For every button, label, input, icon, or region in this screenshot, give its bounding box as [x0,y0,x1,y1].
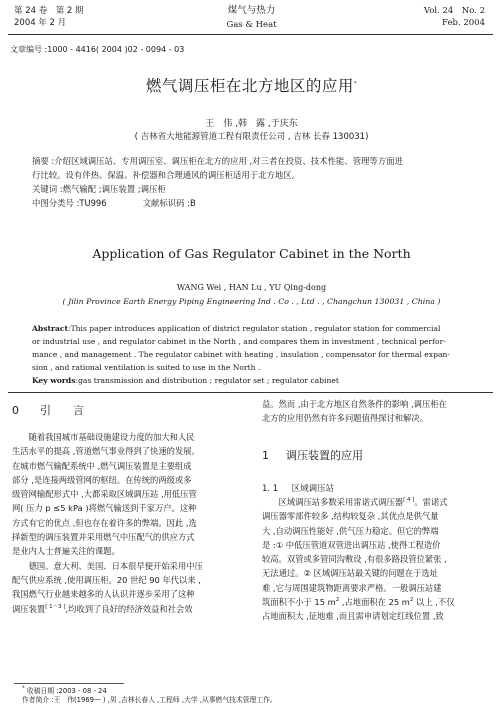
paragraph-line: 大 ,自动调压性能好 ,供气压力稳定。但它的弊端 [262,525,439,536]
section-1-number: 1 [262,449,269,462]
footnote [22,687,277,705]
affiliation-cn: ( 吉林省大地能源管道工程有限责任公司 , 吉林 长春 130031) [134,132,369,142]
paragraph-line: 是 :① 中低压管道双管进出调压站 ,使得工程造价 [262,539,441,550]
title-en: Application of Gas Regulator Cabinet in the North [92,246,411,261]
document-code: 文献标识码 :B [142,198,196,208]
abstract-cn-line: 行比较。设有伴热、保温、补偿器和合理通风的调压柜适用于北方地区。 [32,170,300,180]
footnote-rule [14,683,124,684]
paragraph-line: 方式有它的优点 ,但也存在着许多的弊端。因此 ,选 [12,517,197,528]
subsection-1-1-title: 区域调压站 [291,484,335,494]
abstract-en-line: or industrial use , and regulator cabinet in the North , and compares them in investment , technical perfor- [32,337,446,346]
keywords-cn: 关键词 :燃气输配 ;调压装置 ;调压柜 [32,184,166,194]
left-column-body [12,430,241,616]
paragraph-line: 筑面积不小于 15 $m^2$ ,占地面积在 25 $m^2$ 以上 ,不仅 [262,597,455,608]
title-cn-text: 燃气调压柜在北方地区的应用 [145,77,354,95]
abstract-en-line: sion , and rational ventilation is suited to use in the North . [32,363,261,372]
footnote-received: * 收稿日期 :2003 - 08 - 24 [22,685,107,695]
paragraph-line: 难 ,它与周围建筑物距离要求严格。一般调压站建 [262,582,442,593]
keywords-en-label: Key words [32,376,76,385]
header-date-en: Feb. 2004 [442,18,485,28]
header-date-cn: 2004 年 2 月 [14,18,67,28]
paragraph-line: 无法通过。② 区域调压站最关键的问题在于选址 [262,568,439,579]
subsection-1-1-heading [262,482,334,494]
superscript-2: 2 [409,597,414,604]
paragraph-line: 调压装置[ 1～3 ],均收到了良好的经济效益和社会效 [12,603,193,614]
paragraph-line: 生活水平的提高 ,管道燃气事业得到了快速的发展。 [12,446,200,457]
paragraph-line: 益。然而 ,由于北方地区自然条件的影响 ,调压柜在 [262,399,447,409]
right-column-body [262,495,492,624]
article-number: 文章编号 :1000 - 4416( 2004 )02 - 0094 - 03 [10,45,185,54]
footnote-author: 作者简介 :王 伟(1969— ) ,男 ,吉林长春人 ,工程师 ,大学 ,从事燃气技术管理工作。 [22,696,277,704]
header-rule [8,34,493,35]
section-1-title: 调压装置的应用 [286,449,363,462]
header-volume-en: Vol. 24 No. 2 [423,6,485,16]
abstract-en-label: Abstract [32,324,69,333]
right-column-top [262,397,492,426]
paragraph-line: 德国、意大利、美国、日本很早便开始采用中压 [28,560,203,571]
classification-row [32,196,472,210]
superscript-2: 2 [335,597,340,604]
citation-ref: [ 1～3 ] [45,603,66,610]
abstract-en-line: mance , and management . The regulator cabinet with heating , insulation , compensator for thermal expan- [32,350,450,359]
authors-cn: 王 伟 ,韩 露 ,于庆东 [205,119,298,129]
paragraph-line: 较高。双管或多管同沟敷设 ,有很多路段管位紧张 , [262,554,447,565]
authors-en: WANG Wei , HAN Lu , YU Qing-dong [176,283,327,292]
clc-number: 中图分类号 :TU996 [32,198,107,208]
abstract-en-line: Abstract:This paper introduces application of district regulator station , regulator station for commercial [32,324,441,333]
abstract-cn-line: 摘要 :介绍区域调压站、专用调压室、调压柜在北方的应用 ,对三者在投资、技术性能、管理等方面进 [32,156,403,166]
header-volume-cn: 第 24 卷 第 2 期 [14,6,84,16]
paragraph-line: 调压器零部件较多 ,结构较复杂 ,其优点是供气量 [262,511,439,522]
citation-ref: [ 4 ] [403,497,415,504]
paragraph-line: 部分 ,是连接两级管网的枢纽。在传统的两级或多 [12,474,192,485]
paragraph-line: 随着我国城市基础设施建设力度的加大和人民 [28,432,195,442]
keywords-en: Key words:gas transmission and distribution ; regulator set ; regulator cabinet [32,376,339,385]
section-0-title: 引 言 [40,404,84,417]
abstract-rule [8,392,493,393]
header-journal-en: Gas & Heat [226,20,277,30]
affiliation-en: ( Jilin Province Earth Energy Piping Engineering Ind . Co . , Ltd . , Changchun 130031 , China ) [62,297,441,306]
abstract-en [32,322,478,387]
paragraph-line: 择新型的调压装置并采用燃气中压配气的供应方式 [12,532,195,543]
paragraph-line: 是业内人士普遍关注的课题。 [12,546,120,557]
paragraph-line: 占地面积大 ,征地难 ,而且需申请划定红线位置 ,致 [262,611,444,622]
subsection-1-1-number: 1. 1 [262,484,279,494]
abstract-cn [32,154,472,210]
section-0-number: 0 [12,404,19,417]
paragraph-line: 网( 压力 p ≤5 kPa )将燃气输送到千家万户。这种 [12,503,197,514]
paragraph-line: 区域调压站多数采用雷诺式调压器[ 4 ]。雷诺式 [278,497,448,507]
section-1-heading [262,447,492,463]
title-footnote-mark: * [353,80,358,87]
title-cn [0,74,503,96]
paragraph-line: 北方的应用仍然有许多问题值得探讨和解决。 [262,413,428,424]
paragraph-line: 配气供应系统 ,使用调压柜。20 世纪 90 年代以来 , [12,574,201,585]
paragraph-line: 我国燃气行业越来越多的人认识并逐步采用了这种 [12,589,195,600]
paragraph-line: 在城市燃气输配系统中 ,燃气调压装置是主要组成 [12,460,192,471]
header-journal-cn: 煤气与热力 [227,5,276,16]
section-0-heading [12,402,242,418]
paragraph-line: 级管网输配形式中 ,大都采取区域调压站 ,用低压管 [12,489,197,500]
